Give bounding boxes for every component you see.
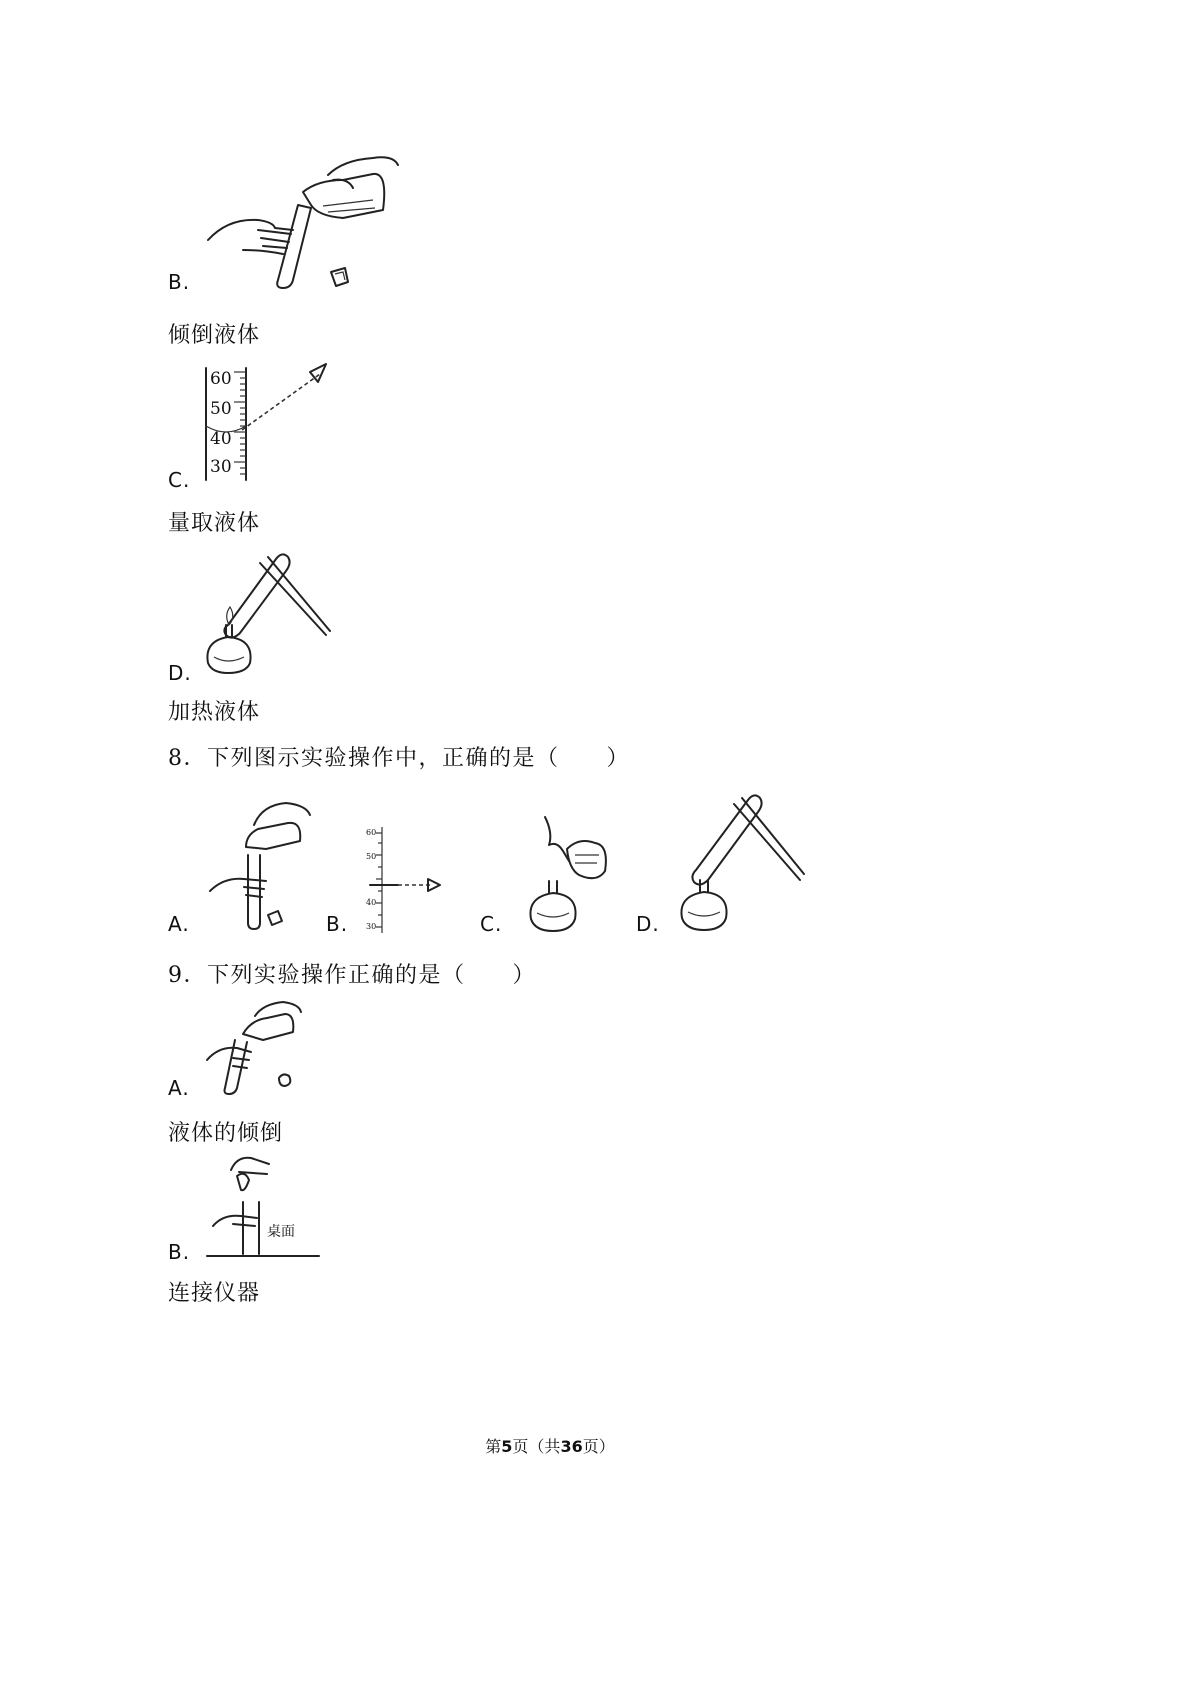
q8-scale-50: 50 [366,852,377,861]
heating-liquid-illustration [198,545,368,685]
scale-40: 40 [210,429,232,449]
q9-option-b-label: B. [168,1240,191,1264]
q7-option-d-label: D. [168,661,192,685]
q8-option-b-label: B. [326,912,349,936]
footer-middle: 页（共 [512,1437,561,1456]
q7-option-c-caption: 量取液体 [168,511,261,536]
footer-page-number: 5 [501,1437,513,1456]
connecting-apparatus-illustration [203,1150,323,1260]
q8-option-a-label: A. [168,912,190,936]
q8-option-c-label: C. [480,912,503,936]
q8-scale-30: 30 [366,922,377,931]
q8-scale-40: 40 [366,898,377,907]
pouring-liquid-illustration [203,150,403,290]
q8-d-heating-illustration [678,790,818,940]
question-9-text: 9．下列实验操作正确的是（ ） [168,963,536,988]
scale-30: 30 [210,457,232,477]
q9-option-b-caption: 连接仪器 [168,1281,261,1306]
question-8-text: 8．下列图示实验操作中，正确的是（ ） [168,746,630,771]
page-footer [0,1434,1100,1457]
footer-suffix: 页） [582,1437,615,1456]
scale-50: 50 [210,399,232,419]
q7-option-b-label: B. [168,270,191,294]
footer-prefix: 第 [485,1437,502,1456]
q7-option-c-label: C. [168,468,191,492]
q7-option-b-caption: 倾倒液体 [168,323,261,348]
q9-option-a-label: A. [168,1076,190,1100]
desk-label: 桌面 [267,1224,295,1240]
q8-options [168,790,868,940]
q8-c-lighting-lamp-illustration [523,815,633,955]
scale-60: 60 [210,369,232,389]
q8-option-d-label: D. [636,912,660,936]
q9-a-pouring-illustration [203,1000,313,1100]
q8-scale-60: 60 [366,828,377,837]
graduated-cylinder-reading-illustration [198,360,368,490]
q9-option-a-caption: 液体的倾倒 [168,1121,284,1146]
q8-b-cylinder-reading-illustration [358,825,468,965]
footer-total-pages: 36 [560,1437,583,1456]
q7-option-d-caption: 加热液体 [168,700,261,725]
q8-a-pouring-illustration [206,795,316,935]
